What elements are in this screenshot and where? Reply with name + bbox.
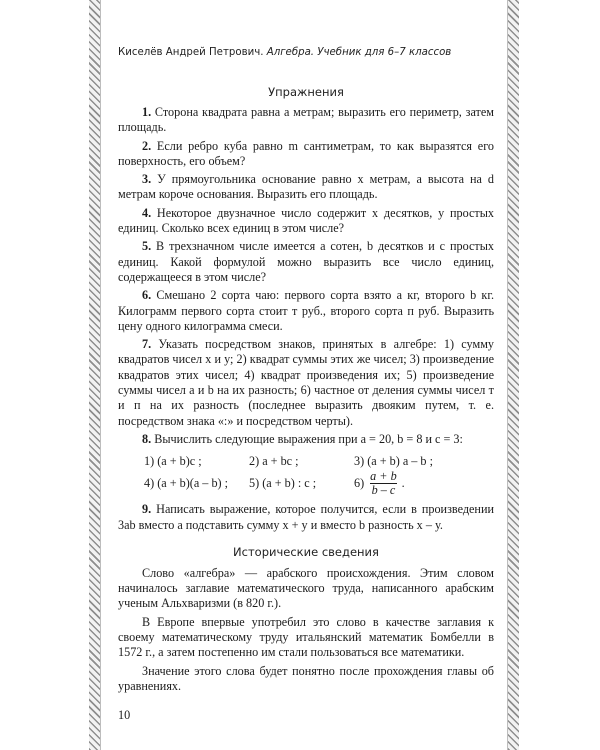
exercise-number: 8.: [142, 431, 152, 446]
exercise-text: Вычислить следующие выражения при а = 20, b = 8 и с = 3:: [154, 431, 463, 446]
formula-5: 5) (a + b) : c ;: [249, 475, 317, 490]
formula-1: 1) (a + b)c ;: [144, 453, 202, 468]
exercise-text: В трехзначном числе имеется а сотен, b десятков и с простых единиц. Какой формулой можно выразить все число единиц, содержащееся в этом числе?: [118, 239, 495, 284]
formula-3: 3) (a + b) a – b ;: [354, 453, 433, 468]
exercise-item: [118, 172, 494, 203]
exercise-text: Если ребро куба равно m сантиметрам, то как выразятся его поверхность, его объем?: [118, 138, 494, 168]
exercise-number: 5.: [142, 239, 152, 254]
formula-4: 4) (a + b)(a – b) ;: [144, 475, 229, 490]
header-author: Киселёв Андрей Петрович.: [118, 47, 264, 58]
page-number: 10: [118, 708, 131, 723]
fraction-numerator: a + b: [370, 468, 397, 483]
exercise-number: 7.: [142, 337, 152, 352]
exercise-text: Сторона квадрата равна a метрам; выразить его периметр, затем площадь.: [118, 105, 494, 135]
history-paragraph: В Европе впервые употребил это слово в качестве заглавия к своему математическому труду итальянский математик Бомбелли в 1572 г., а затем постепенно им стали пользоваться все математики.: [118, 614, 494, 660]
formula-row: [144, 468, 494, 497]
fraction-denominator: b – c: [371, 482, 396, 497]
exercise-item: [118, 105, 494, 136]
exercise-item: [118, 206, 494, 237]
history-paragraph: Слово «алгебра» — арабского происхождения. Этим словом начиналось заглавие математического труда, написанного арабским ученым Альхваризми (в 820 г.).: [118, 565, 494, 611]
formula-6-label: 6): [354, 475, 365, 490]
exercise-item: [118, 337, 494, 429]
exercise-number: 1.: [142, 105, 152, 119]
exercise-item: [118, 288, 494, 334]
exercise-text: Смешано 2 сорта чаю: первого сорта взято а кг, второго b кг. Килограмм первого сорта стоит т руб., второго сорта п руб. Выразить цену одного килограмма смеси.: [118, 288, 495, 333]
exercise-text: Некоторое двузначное число содержит x десятков, у простых единиц. Сколько всех единиц в этом числе?: [118, 205, 494, 236]
exercise-text: Написать выражение, которое получится, если в произведении 3ab вместо а подставить сумму x + у и вместо b разность x – у.: [118, 502, 495, 532]
exercise-number: 3.: [142, 172, 152, 187]
exercise-text: Указать посредством знаков, принятых в алгебре: 1) сумму квадратов чисел x и у; 2) квадрат суммы этих же чисел; 3) произведение квадратов этих чисел; 4) квадрат произведения их; 5) произведение суммы чисел а и b на их разность; 6) частное от деления суммы чисел т и п на их разность (последнее выразить двояким путем, т. е. посредством знака «:» и посредством черты).: [118, 337, 495, 428]
formula-row: [144, 450, 494, 472]
exercise-number: 9.: [142, 502, 152, 517]
exercise-text: У прямоугольника основание равно x метрам, а высота на d метрам короче основания. Выразить его площадь.: [118, 172, 494, 202]
exercise-item: [118, 239, 494, 285]
formula-6-end: .: [401, 475, 405, 490]
exercise-item: [118, 502, 494, 533]
page-edge-left: [89, 0, 101, 750]
fraction: [368, 470, 399, 497]
exercise-number: 4.: [142, 205, 152, 220]
formula-grid: [144, 450, 494, 497]
formula-2: 2) a + bc ;: [249, 453, 299, 468]
history-paragraph: Значение этого слова будет понятно после прохождения главы об уравнениях.: [118, 663, 494, 693]
formula-6: [354, 468, 454, 497]
page-edge-right: [507, 0, 519, 750]
running-header: [118, 46, 494, 60]
exercise-item: [118, 139, 494, 170]
exercise-number: 6.: [142, 288, 152, 303]
header-title: Алгебра. Учебник для 6–7 классов: [266, 47, 452, 58]
history-title: Исторические сведения: [233, 544, 379, 559]
book-page: [118, 46, 494, 723]
exercises-title: Упражнения: [268, 85, 344, 99]
exercise-number: 2.: [142, 138, 152, 153]
exercise-item: [118, 432, 494, 447]
